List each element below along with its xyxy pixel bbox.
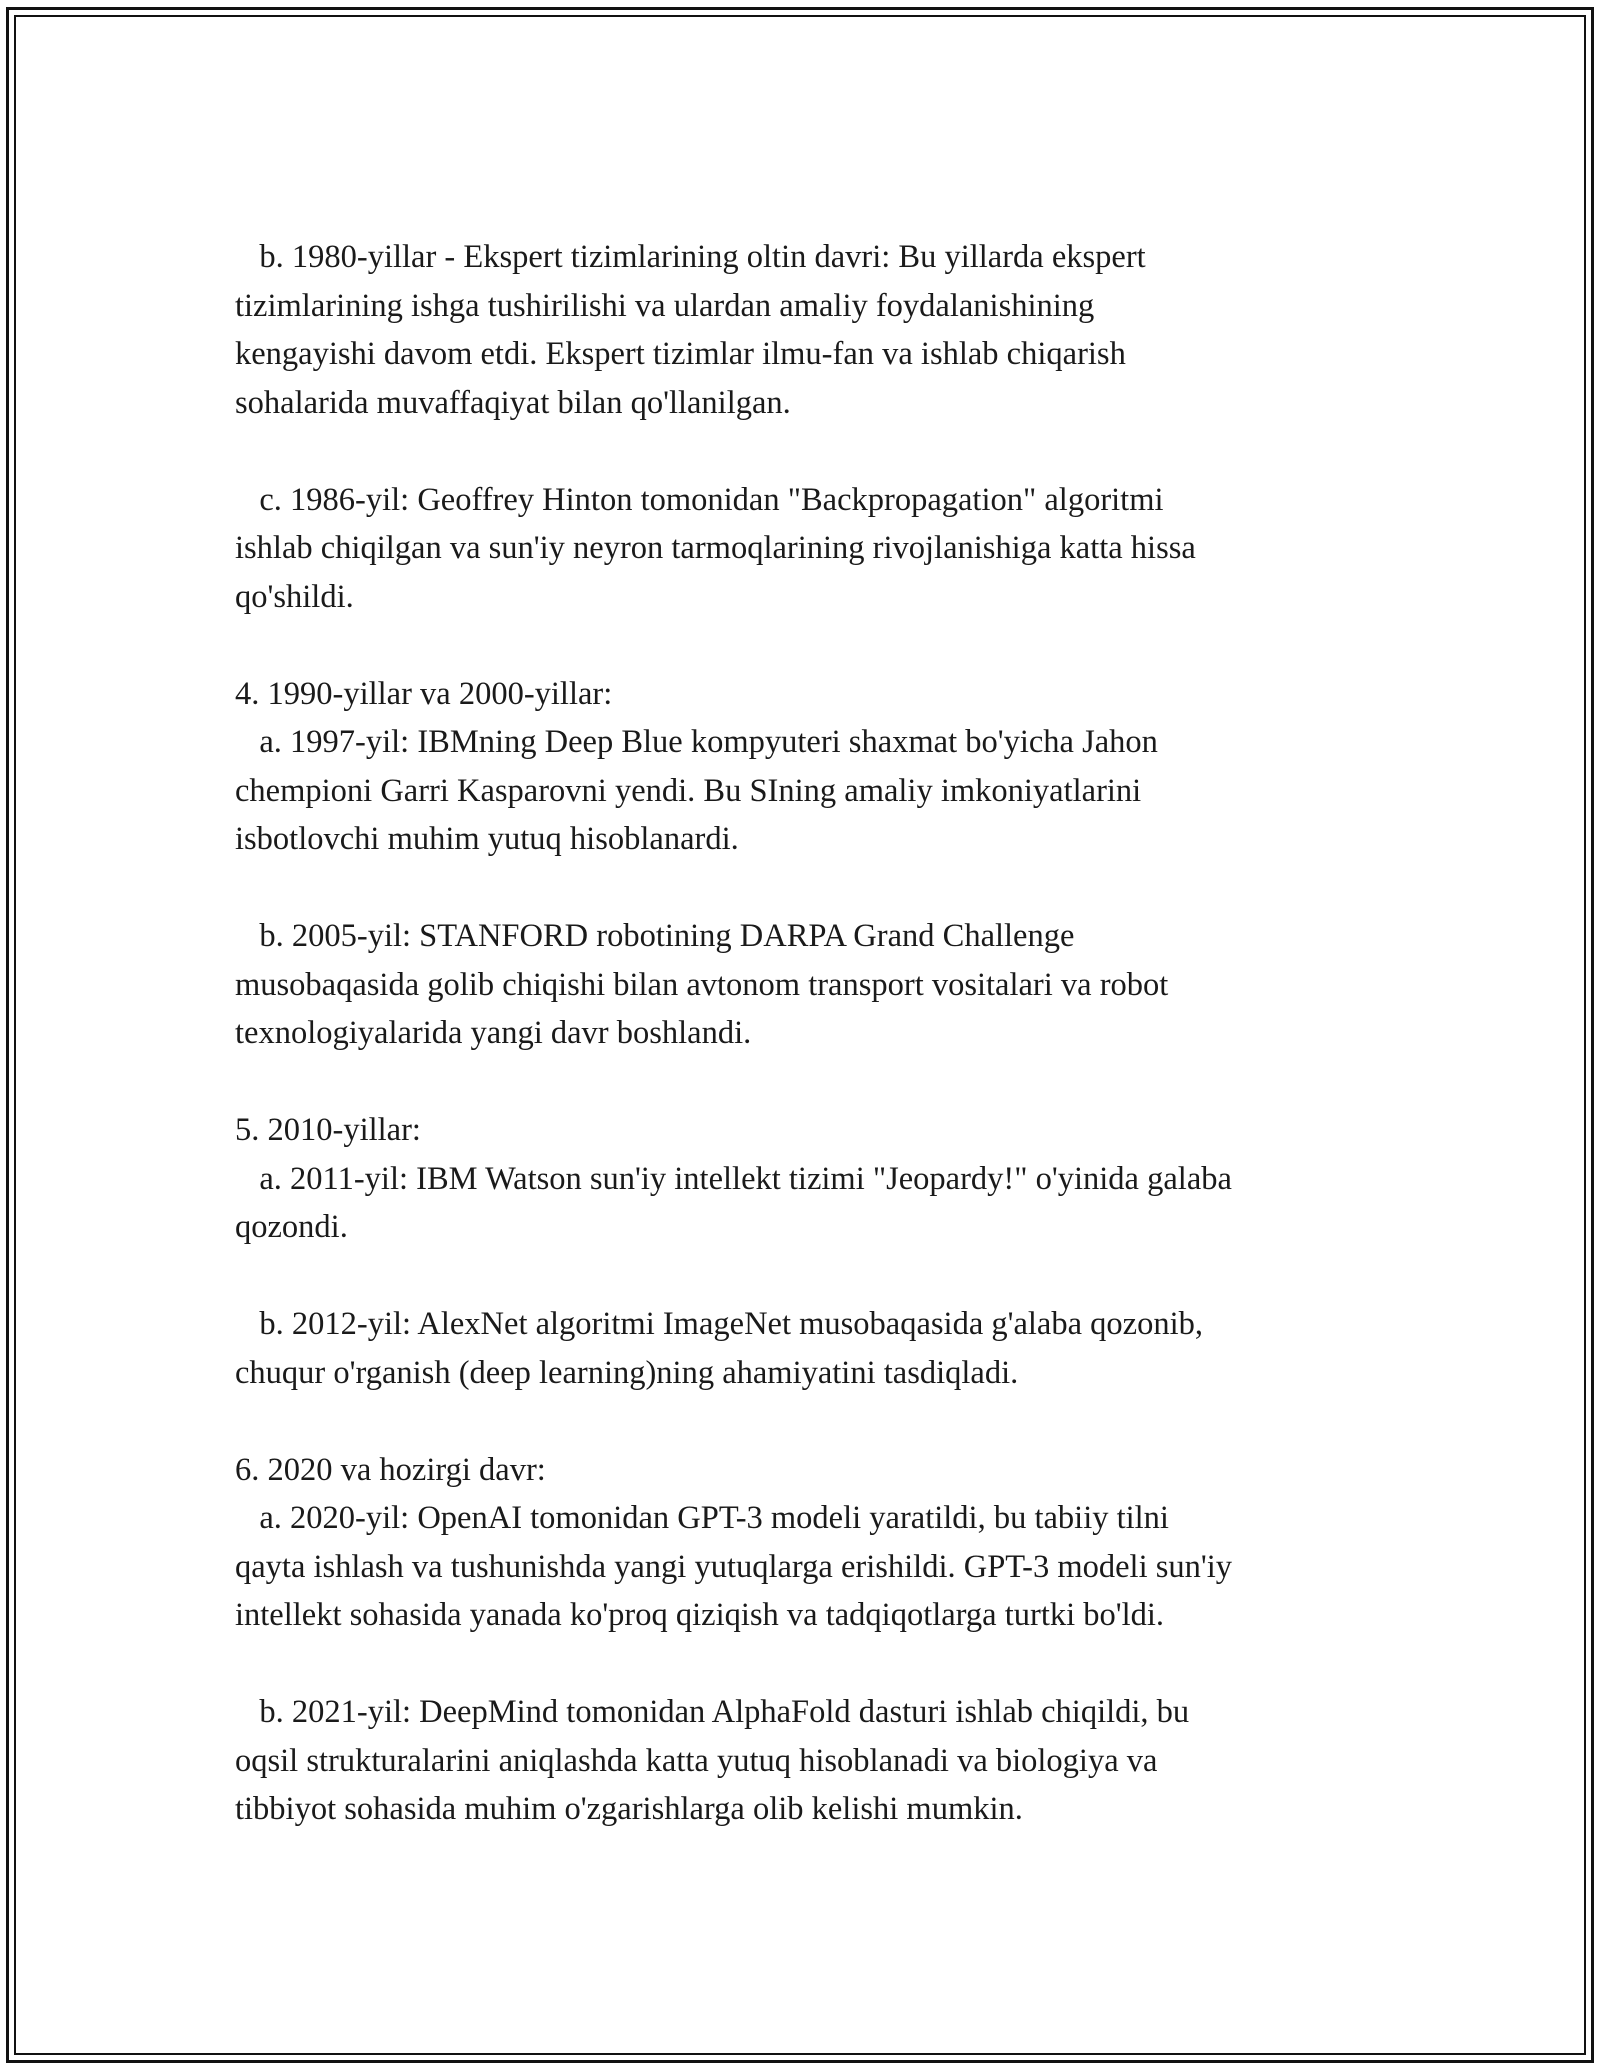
section-heading: 4. 1990-yillar va 2000-yillar: xyxy=(235,675,613,712)
text-line: sohalarida muvaffaqiyat bilan qo'llanilgan. xyxy=(235,384,791,421)
text-line: tizimlarining ishga tushirilishi va ulardan amaliy foydalanishining xyxy=(235,287,1095,324)
text-line: tibbiyot sohasida muhim o'zgarishlarga olib kelishi mumkin. xyxy=(235,1791,1023,1827)
paragraph-gap xyxy=(235,1058,1395,1107)
paragraph-gap xyxy=(235,427,1395,476)
text-line: c. 1986-yil: Geoffrey Hinton tomonidan "Backpropagation" algoritmi xyxy=(235,481,1164,518)
text-line: a. 1997-yil: IBMning Deep Blue kompyuteri shaxmat bo'yicha Jahon xyxy=(235,724,1158,760)
text-line: a. 2011-yil: IBM Watson sun'iy intellekt tizimi "Jeopardy!" o'yinida galaba xyxy=(235,1160,1232,1197)
text-line: b. 2012-yil: AlexNet algoritmi ImageNet musobaqasida g'alaba qozonib, xyxy=(235,1306,1203,1342)
paragraph-2010s-watson xyxy=(235,1106,1395,1252)
paragraph-gap xyxy=(235,1397,1395,1446)
text-line: intellekt sohasida yanada ko'proq qiziqish va tadqiqotlarga turtki bo'ldi. xyxy=(235,1597,1165,1633)
text-line: b. 2021-yil: DeepMind tomonidan AlphaFold dasturi ishlab chiqildi, bu xyxy=(235,1694,1190,1730)
text-line: qozondi. xyxy=(235,1209,348,1245)
section-heading: 6. 2020 va hozirgi davr: xyxy=(235,1451,546,1488)
text-line: qo'shildi. xyxy=(235,578,354,615)
paragraph-gap xyxy=(235,621,1395,670)
paragraph-2021-alphafold xyxy=(235,1688,1395,1834)
text-line: chempioni Garri Kasparovni yendi. Bu SIning amaliy imkoniyatlarini xyxy=(235,772,1142,809)
text-line: chuqur o'rganish (deep learning)ning ahamiyatini tasdiqladi. xyxy=(235,1354,1019,1391)
paragraph-2012-alexnet xyxy=(235,1300,1395,1397)
paragraph-gap xyxy=(235,864,1395,913)
text-line: musobaqasida golib chiqishi bilan avtonom transport vositalari va robot xyxy=(235,966,1169,1003)
text-line: texnologiyalarida yangi davr boshlandi. xyxy=(235,1015,752,1051)
paragraph-1990s-2000s-deep-blue xyxy=(235,670,1395,864)
text-line: oqsil strukturalarini aniqlashda katta yutuq hisoblanadi va biologiya va xyxy=(235,1742,1158,1779)
paragraph-1980s-expert-systems xyxy=(235,233,1395,427)
text-line: b. 2005-yil: STANFORD robotining DARPA Grand Challenge xyxy=(235,918,1075,954)
section-heading: 5. 2010-yillar: xyxy=(235,1112,421,1148)
text-line: qayta ishlash va tushunishda yangi yutuqlarga erishildi. GPT-3 modeli sun'iy xyxy=(235,1548,1233,1585)
text-line: kengayishi davom etdi. Ekspert tizimlar ilmu-fan va ishlab chiqarish xyxy=(235,336,1126,372)
paragraph-gap xyxy=(235,1640,1395,1689)
text-line: ishlab chiqilgan va sun'iy neyron tarmoqlarining rivojlanishiga katta hissa xyxy=(235,530,1196,566)
paragraph-1986-backpropagation xyxy=(235,476,1395,622)
text-line: a. 2020-yil: OpenAI tomonidan GPT-3 modeli yaratildi, bu tabiiy tilni xyxy=(235,1500,1169,1536)
text-line: b. 1980-yillar - Ekspert tizimlarining oltin davri: Bu yillarda ekspert xyxy=(235,239,1146,275)
paragraph-2005-darpa xyxy=(235,912,1395,1058)
text-line: isbotlovchi muhim yutuq hisoblanardi. xyxy=(235,821,739,857)
document-body xyxy=(235,233,1395,1834)
paragraph-2020-gpt3 xyxy=(235,1446,1395,1640)
paragraph-gap xyxy=(235,1252,1395,1301)
